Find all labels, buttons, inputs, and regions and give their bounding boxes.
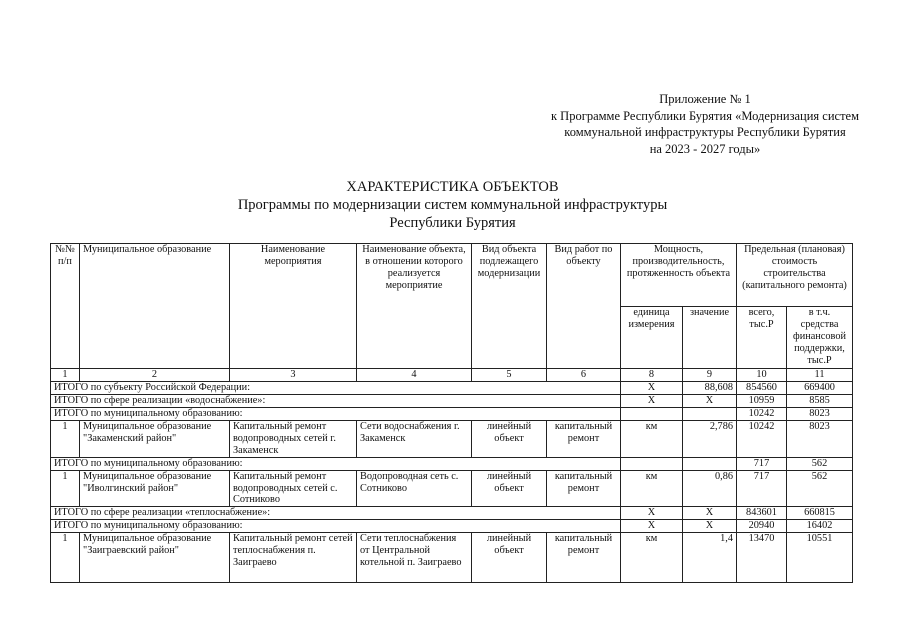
object-cell: Водопроводная сеть с. Сотниково — [357, 470, 472, 507]
title-line: Республики Бурятия — [389, 215, 516, 231]
total-c11: 8023 — [787, 407, 853, 420]
municipality-cell: Муниципальное образование "Заиграевский район" — [80, 533, 230, 583]
header-object: Наименование объекта, в отношении которого реализуется мероприятие — [357, 244, 472, 369]
total-c11: 669400 — [787, 381, 853, 394]
municipality-cell: Муниципальное образование "Иволгинский район" — [80, 470, 230, 507]
support-cost-cell: 8023 — [787, 420, 853, 457]
total-c8: X — [621, 381, 683, 394]
total-row-subject — [51, 381, 853, 394]
total-c10: 843601 — [737, 507, 787, 520]
total-row-water — [51, 394, 853, 407]
object-type-cell: линейный объект — [472, 533, 547, 583]
col-number: 2 — [80, 369, 230, 382]
objects-table — [50, 243, 853, 583]
col-number: 5 — [472, 369, 547, 382]
table-row — [51, 533, 853, 583]
measure-cell: Капитальный ремонт водопроводных сетей г. Закаменск — [230, 420, 357, 457]
total-cost-cell: 717 — [737, 470, 787, 507]
appendix-line: коммунальной инфраструктуры Республики Бурятия — [564, 125, 846, 139]
unit-cell: км — [621, 533, 683, 583]
row-number: 1 — [51, 420, 80, 457]
header-work-type: Вид работ по объекту — [547, 244, 621, 369]
total-row-heat — [51, 507, 853, 520]
col-number: 4 — [357, 369, 472, 382]
total-c11: 8585 — [787, 394, 853, 407]
total-cost-cell: 10242 — [737, 420, 787, 457]
total-c9: X — [683, 507, 737, 520]
col-number: 11 — [787, 369, 853, 382]
total-label: ИТОГО по сфере реализации «теплоснабжение»: — [51, 507, 621, 520]
support-cost-cell: 562 — [787, 470, 853, 507]
appendix-line: на 2023 - 2027 годы» — [649, 141, 761, 156]
column-number-row — [51, 369, 853, 382]
measure-cell: Капитальный ремонт водопроводных сетей с. Сотниково — [230, 470, 357, 507]
col-number: 9 — [683, 369, 737, 382]
appendix-note — [520, 91, 890, 157]
total-c9: X — [683, 520, 737, 533]
total-c8: X — [621, 520, 683, 533]
total-c11: 16402 — [787, 520, 853, 533]
appendix-line: Приложение № 1 — [659, 92, 751, 106]
col-number: 6 — [547, 369, 621, 382]
work-type-cell: капитальный ремонт — [547, 533, 621, 583]
total-c10: 717 — [737, 457, 787, 470]
total-c8 — [621, 457, 683, 470]
header-num: №№ п/п — [51, 244, 80, 369]
table-row — [51, 420, 853, 457]
municipality-cell: Муниципальное образование "Закаменский район" — [80, 420, 230, 457]
total-c9 — [683, 457, 737, 470]
support-cost-cell: 10551 — [787, 533, 853, 583]
measure-cell: Капитальный ремонт сетей теплоснабжения п. Заиграево — [230, 533, 357, 583]
row-number: 1 — [51, 533, 80, 583]
total-c10: 10959 — [737, 394, 787, 407]
header-object-type: Вид объекта подлежащего модернизации — [472, 244, 547, 369]
title-line: ХАРАКТЕРИСТИКА ОБЪЕКТОВ — [346, 179, 559, 195]
total-row-municipality — [51, 520, 853, 533]
total-c9: X — [683, 394, 737, 407]
col-number: 3 — [230, 369, 357, 382]
object-cell: Сети теплоснабжения от Центральной котельной п. Заиграево — [357, 533, 472, 583]
total-row-municipality — [51, 457, 853, 470]
total-label: ИТОГО по сфере реализации «водоснабжение»: — [51, 394, 621, 407]
total-c8: X — [621, 394, 683, 407]
table-row — [51, 470, 853, 507]
header-value: значение — [683, 307, 737, 369]
total-c8 — [621, 407, 683, 420]
row-number: 1 — [51, 470, 80, 507]
value-cell: 2,786 — [683, 420, 737, 457]
unit-cell: км — [621, 420, 683, 457]
total-c10: 854560 — [737, 381, 787, 394]
appendix-line: к Программе Республики Бурятия «Модернизация систем — [550, 108, 860, 123]
header-municipality: Муниципальное образование — [80, 244, 230, 369]
value-cell: 0,86 — [683, 470, 737, 507]
col-number: 8 — [621, 369, 683, 382]
object-type-cell: линейный объект — [472, 420, 547, 457]
total-label: ИТОГО по субъекту Российской Федерации: — [51, 381, 621, 394]
header-cost: Предельная (плановая) стоимость строительства (капитального ремонта) — [737, 244, 853, 307]
object-cell: Сети водоснабжения г. Закаменск — [357, 420, 472, 457]
header-measure: Наименование мероприятия — [230, 244, 357, 369]
value-cell: 1,4 — [683, 533, 737, 583]
work-type-cell: капитальный ремонт — [547, 470, 621, 507]
total-label: ИТОГО по муниципальному образованию: — [51, 457, 621, 470]
total-c11: 562 — [787, 457, 853, 470]
col-number: 1 — [51, 369, 80, 382]
header-capacity: Мощность, производительность, протяженность объекта — [621, 244, 737, 307]
title-line: Программы по модернизации систем коммунальной инфраструктуры — [237, 197, 668, 213]
total-c10: 20940 — [737, 520, 787, 533]
work-type-cell: капитальный ремонт — [547, 420, 621, 457]
total-c8: X — [621, 507, 683, 520]
header-unit: единица измерения — [621, 307, 683, 369]
total-label: ИТОГО по муниципальному образованию: — [51, 407, 621, 420]
total-c11: 660815 — [787, 507, 853, 520]
header-total: всего, тыс.Р — [737, 307, 787, 369]
total-c9: 88,608 — [683, 381, 737, 394]
total-c9 — [683, 407, 737, 420]
col-number: 10 — [737, 369, 787, 382]
total-label: ИТОГО по муниципальному образованию: — [51, 520, 621, 533]
total-c10: 10242 — [737, 407, 787, 420]
header-incl: в т.ч. средства финансовой поддержки, тыс.Р — [787, 307, 853, 369]
document-title — [0, 178, 905, 232]
header-row — [51, 244, 853, 307]
unit-cell: км — [621, 470, 683, 507]
total-row-municipality — [51, 407, 853, 420]
object-type-cell: линейный объект — [472, 470, 547, 507]
total-cost-cell: 13470 — [737, 533, 787, 583]
